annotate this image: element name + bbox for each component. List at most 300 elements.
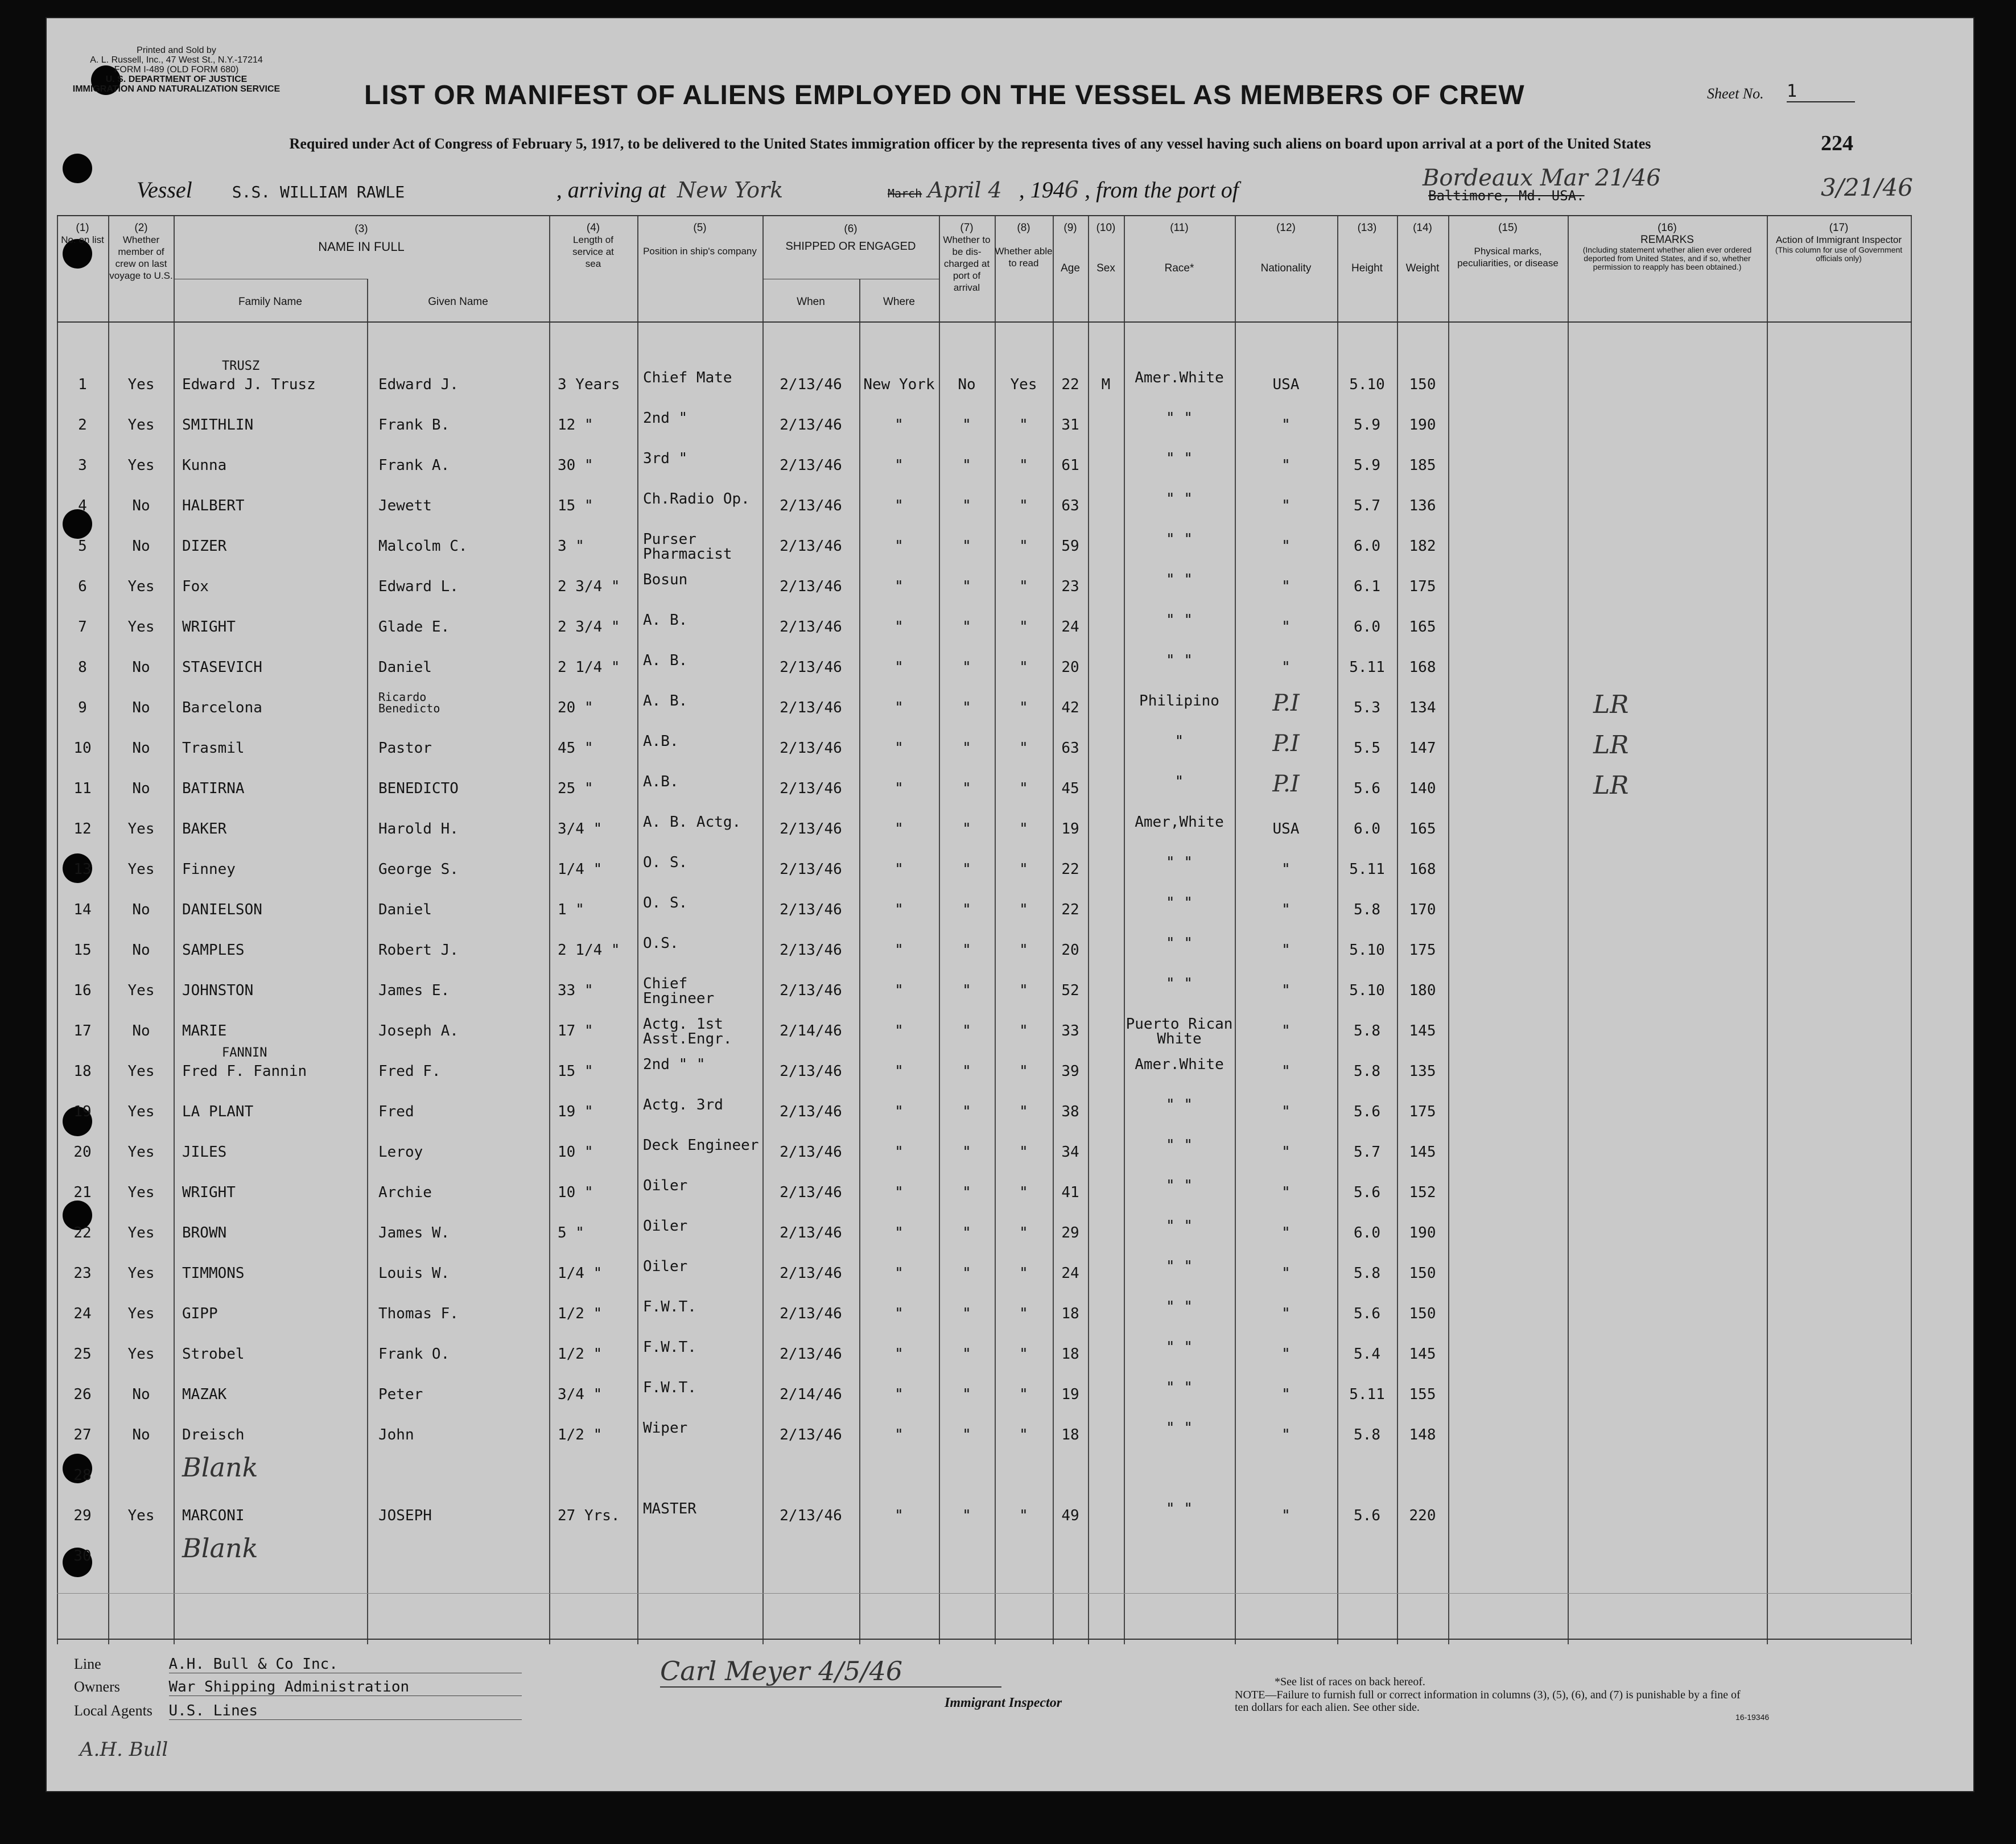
shipped-when: 2/13/46 (780, 1224, 842, 1241)
discharged: " (962, 1144, 971, 1161)
remarks: LR (1593, 771, 1629, 800)
given-name: Daniel (378, 901, 432, 918)
height: 5.8 (1354, 1063, 1380, 1080)
race: " " (1166, 450, 1193, 467)
row-number: 6 (78, 578, 87, 595)
crew-last-voyage: Yes (127, 1305, 155, 1322)
vessel-name: S.S. WILLIAM RAWLE (232, 183, 405, 201)
shipped-where: " (894, 901, 904, 918)
able-to-read: " (1019, 1386, 1028, 1403)
nationality: " (1281, 538, 1291, 555)
family-name: Barcelona (182, 699, 262, 716)
position: F.W.T. (643, 1298, 696, 1315)
form-code: 16-19346 (1735, 1713, 1770, 1722)
shipped-when: 2/13/46 (780, 376, 842, 393)
nationality: P.I (1272, 731, 1300, 757)
col-header-remarks: (16) REMARKS (Including statement whether alien ever ordered deported from United States, and if so, whether permission to reapply has been obtained.) (1582, 222, 1752, 271)
age: 22 (1061, 901, 1079, 918)
position: Oiler (643, 1218, 688, 1235)
row-number: 29 (73, 1507, 92, 1524)
length-of-service: 10 " (558, 1144, 593, 1161)
given-name: Harold H. (378, 820, 459, 838)
length-of-service: 1/4 " (558, 1265, 603, 1282)
position: 2nd " " (643, 1056, 706, 1073)
height: 5.3 (1354, 699, 1380, 716)
discharged: " (962, 1022, 971, 1039)
crew-last-voyage: Yes (127, 1103, 155, 1120)
owners-label: Owners (74, 1678, 120, 1695)
discharged: " (962, 982, 971, 999)
age: 34 (1061, 1144, 1079, 1161)
given-name: Pastor (378, 740, 432, 757)
table-row (57, 892, 1911, 933)
discharged: " (962, 1063, 971, 1080)
able-to-read: " (1019, 1265, 1028, 1282)
shipped-where: " (894, 1063, 904, 1080)
page-title: LIST OR MANIFEST OF ALIENS EMPLOYED ON THE VESSEL AS MEMBERS OF CREW (364, 80, 1525, 110)
family-name: TIMMONS (182, 1265, 245, 1282)
family-name: Fox (182, 578, 209, 595)
sex: M (1101, 376, 1111, 393)
table-row (57, 529, 1911, 569)
nationality: " (1281, 942, 1291, 959)
family-name: Trasmil (182, 740, 245, 757)
height: 5.6 (1354, 1305, 1380, 1322)
nationality: " (1281, 578, 1291, 595)
length-of-service: 2 1/4 " (558, 942, 620, 959)
race: " " (1166, 975, 1193, 992)
discharged: " (962, 861, 971, 878)
shipped-when: 2/13/46 (780, 740, 842, 757)
age: 39 (1061, 1063, 1079, 1080)
race: " " (1166, 1339, 1193, 1356)
sheet-label: Sheet No. (1707, 85, 1764, 102)
shipped-where: " (894, 1103, 904, 1120)
length-of-service: 3/4 " (558, 820, 603, 838)
age: 24 (1061, 618, 1079, 636)
weight: 190 (1409, 1224, 1436, 1241)
agents-label: Local Agents (74, 1702, 152, 1719)
given-name: Frank B. (378, 416, 450, 434)
position: Chief Engineer (643, 975, 715, 1007)
discharged: " (962, 1305, 971, 1322)
weight: 175 (1409, 578, 1436, 595)
shipped-where: " (894, 820, 904, 838)
nationality: " (1281, 659, 1291, 676)
nationality: " (1281, 1103, 1291, 1120)
height: 5.11 (1349, 1386, 1385, 1403)
table-row (57, 771, 1911, 811)
nationality: " (1281, 901, 1291, 918)
given-name: Edward L. (378, 578, 459, 595)
family-name: DIZER (182, 538, 227, 555)
discharged: " (962, 497, 971, 514)
footer-agents (74, 1702, 522, 1720)
race: Amer.White (1135, 1056, 1224, 1073)
position: O.S. (643, 935, 679, 952)
age: 20 (1061, 659, 1079, 676)
given-name: George S. (378, 861, 459, 878)
age: 22 (1061, 861, 1079, 878)
given-name: James E. (378, 982, 450, 999)
crew-last-voyage: Yes (127, 1265, 155, 1282)
length-of-service: 1/2 " (558, 1426, 603, 1443)
height: 5.6 (1354, 1103, 1380, 1120)
height: 5.7 (1354, 1144, 1380, 1161)
shipped-where: " (894, 1507, 904, 1524)
nationality: USA (1272, 376, 1300, 393)
given-name: JOSEPH (378, 1507, 432, 1524)
shipped-where: " (894, 1305, 904, 1322)
given-name: Thomas F. (378, 1305, 459, 1322)
discharged: " (962, 901, 971, 918)
table-row (57, 811, 1911, 852)
family-name: MARCONI (182, 1507, 245, 1524)
crew-last-voyage: Yes (127, 1144, 155, 1161)
nationality: " (1281, 497, 1291, 514)
discharged: " (962, 618, 971, 636)
table-row (57, 448, 1911, 488)
agent-signature: A.H. Bull (80, 1738, 168, 1761)
weight: 135 (1409, 1063, 1436, 1080)
family-name: SMITHLIN (182, 416, 254, 434)
discharged: " (962, 457, 971, 474)
race: " " (1166, 1177, 1193, 1194)
nationality: " (1281, 1224, 1291, 1241)
table-row (57, 1175, 1911, 1215)
weight: 145 (1409, 1144, 1436, 1161)
printer-line: FORM I-489 (OLD FORM 680) (114, 65, 239, 75)
row-number: 22 (73, 1224, 92, 1241)
nationality: " (1281, 618, 1291, 636)
position: A. B. Actg. (643, 814, 741, 831)
race: " " (1166, 894, 1193, 911)
row-number: 16 (73, 982, 92, 999)
length-of-service: 10 " (558, 1184, 593, 1201)
weight: 182 (1409, 538, 1436, 555)
height: 5.6 (1354, 1507, 1380, 1524)
family-name: HALBERT (182, 497, 245, 514)
race: " " (1166, 652, 1193, 669)
crew-table (57, 215, 1912, 1644)
crew-last-voyage: Yes (127, 1346, 155, 1363)
footer-owners (74, 1678, 522, 1696)
position: 3rd " (643, 450, 688, 467)
height: 5.11 (1349, 659, 1385, 676)
length-of-service: 15 " (558, 1063, 593, 1080)
crew-last-voyage: No (132, 497, 150, 514)
shipped-when: 2/13/46 (780, 901, 842, 918)
weight: 165 (1409, 820, 1436, 838)
printer-line: U. S. DEPARTMENT OF JUSTICE (105, 75, 248, 84)
height: 5.5 (1354, 740, 1380, 757)
crew-last-voyage: Yes (127, 1224, 155, 1241)
table-row (57, 1046, 1911, 1094)
able-to-read: " (1019, 659, 1028, 676)
row-number: 20 (73, 1144, 92, 1161)
given-name: James W. (378, 1224, 450, 1241)
length-of-service: 25 " (558, 780, 593, 797)
shipped-where: " (894, 578, 904, 595)
weight: 180 (1409, 982, 1436, 999)
from-port: Baltimore, Md. USA. (1428, 188, 1585, 204)
given-name: John (378, 1426, 414, 1443)
shipped-when: 2/13/46 (780, 1184, 842, 1201)
nationality: " (1281, 861, 1291, 878)
able-to-read: " (1019, 861, 1028, 878)
age: 59 (1061, 538, 1079, 555)
family-name: BAKER (182, 820, 227, 838)
row-number: 27 (73, 1426, 92, 1443)
weight: 150 (1409, 376, 1436, 393)
crew-last-voyage: No (132, 1022, 150, 1039)
weight: 147 (1409, 740, 1436, 757)
discharged: " (962, 1265, 971, 1282)
length-of-service: 3 Years (558, 376, 620, 393)
family-name: WRIGHT (182, 1184, 236, 1201)
col-header-where: Where (883, 296, 915, 308)
races-note: *See list of races on back hereof. (1275, 1676, 1425, 1688)
able-to-read: " (1019, 1144, 1028, 1161)
length-of-service: 33 " (558, 982, 593, 999)
height: 5.9 (1354, 457, 1380, 474)
able-to-read: " (1019, 618, 1028, 636)
able-to-read: " (1019, 901, 1028, 918)
crew-last-voyage: No (132, 538, 150, 555)
age: 33 (1061, 1022, 1079, 1039)
height: 6.0 (1354, 538, 1380, 555)
row-number: 13 (73, 861, 92, 878)
col-header-physical: (15) Physical marks, peculiarities, or disease (1457, 222, 1559, 269)
race: " " (1166, 1420, 1193, 1437)
position: Chief Mate (643, 369, 732, 386)
shipped-where: " (894, 618, 904, 636)
family-name: Strobel (182, 1346, 245, 1363)
discharged: " (962, 1507, 971, 1524)
discharged: " (962, 1224, 971, 1241)
length-of-service: 1/2 " (558, 1346, 603, 1363)
row-number: 18 (73, 1063, 92, 1080)
weight: 145 (1409, 1346, 1436, 1363)
shipped-when: 2/13/46 (780, 1144, 842, 1161)
family-name: BATIRNA (182, 780, 245, 797)
nationality: " (1281, 457, 1291, 474)
family-name: MARIE (182, 1022, 227, 1039)
position: A. B. (643, 692, 688, 709)
shipped-when: 2/13/46 (780, 1507, 842, 1524)
able-to-read: " (1019, 457, 1028, 474)
able-to-read: " (1019, 1507, 1028, 1524)
crew-last-voyage: No (132, 1426, 150, 1443)
printer-line: Printed and Sold by (137, 46, 216, 55)
weight: 175 (1409, 942, 1436, 959)
sheet-number: 1 (1787, 81, 1855, 102)
family-name: SAMPLES (182, 942, 245, 959)
weight: 220 (1409, 1507, 1436, 1524)
footer-line (74, 1656, 522, 1673)
weight: 155 (1409, 1386, 1436, 1403)
shipped-where: " (894, 1224, 904, 1241)
discharged: " (962, 1386, 971, 1403)
table-row (57, 1377, 1911, 1417)
shipped-when: 2/13/46 (780, 982, 842, 999)
nationality: P.I (1272, 690, 1300, 716)
col-header-height: (13) Height (1351, 222, 1383, 274)
shipped-when: 2/13/46 (780, 699, 842, 716)
able-to-read: " (1019, 416, 1028, 434)
arriving-port: New York (677, 178, 784, 203)
shipped-where: " (894, 1386, 904, 1403)
family-name: MAZAK (182, 1386, 227, 1403)
race: " " (1166, 1258, 1193, 1275)
row-number: 7 (78, 618, 87, 636)
nationality: " (1281, 982, 1291, 999)
col-header-inspector-action: (17) Action of Immigrant Inspector (This column for use of Government officials only) (1775, 222, 1903, 263)
crew-last-voyage: Yes (127, 1063, 155, 1080)
length-of-service: 27 Yrs. (558, 1507, 620, 1524)
age: 61 (1061, 457, 1079, 474)
height: 5.8 (1354, 901, 1380, 918)
race: " (1174, 733, 1184, 750)
shipped-when: 2/13/46 (780, 538, 842, 555)
height: 5.6 (1354, 780, 1380, 797)
weight: 175 (1409, 1103, 1436, 1120)
vessel-line (137, 176, 1239, 203)
shipped-when: 2/13/46 (780, 1346, 842, 1363)
nationality: " (1281, 1507, 1291, 1524)
row-number: 10 (73, 740, 92, 757)
row-number: 21 (73, 1184, 92, 1201)
weight: 190 (1409, 416, 1436, 434)
race: " " (1166, 1096, 1193, 1113)
age: 31 (1061, 416, 1079, 434)
row-number: 15 (73, 942, 92, 959)
length-of-service: 12 " (558, 416, 593, 434)
row-number: 30 (73, 1548, 92, 1565)
able-to-read: " (1019, 497, 1028, 514)
shipped-where: " (894, 1346, 904, 1363)
age: 49 (1061, 1507, 1079, 1524)
row-number: 1 (78, 376, 87, 393)
inspector-label: Immigrant Inspector (945, 1696, 1062, 1710)
shipped-where: " (894, 497, 904, 514)
vessel-label: Vessel (137, 177, 192, 203)
shipped-when: 2/13/46 (780, 457, 842, 474)
crew-last-voyage: No (132, 901, 150, 918)
discharged: " (962, 740, 971, 757)
row-number: 26 (73, 1386, 92, 1403)
given-name: Peter (378, 1386, 423, 1403)
race: Amer.White (1135, 369, 1224, 386)
col-header-family-name: Family Name (238, 296, 302, 308)
age: 63 (1061, 740, 1079, 757)
crew-last-voyage: Yes (127, 618, 155, 636)
col-header-position: (5) Position in ship's company (643, 222, 757, 257)
height: 5.8 (1354, 1022, 1380, 1039)
race: " " (1166, 1298, 1193, 1315)
length-of-service: 2 3/4 " (558, 618, 620, 636)
line-label: Line (74, 1656, 101, 1672)
shipped-when: 2/13/46 (780, 578, 842, 595)
row-number: 19 (73, 1103, 92, 1120)
able-to-read: " (1019, 578, 1028, 595)
shipped-when: 2/13/46 (780, 942, 842, 959)
position: A. B. (643, 612, 688, 629)
age: 29 (1061, 1224, 1079, 1241)
age: 41 (1061, 1184, 1079, 1201)
row-number: 28 (73, 1467, 92, 1484)
table-row (57, 1256, 1911, 1296)
shipped-where: " (894, 1426, 904, 1443)
printer-imprint (63, 46, 290, 94)
height: 5.6 (1354, 1184, 1380, 1201)
discharged: " (962, 1103, 971, 1120)
position: Wiper (643, 1420, 688, 1437)
table-row (57, 690, 1911, 731)
discharged: " (962, 1184, 971, 1201)
nationality: " (1281, 1346, 1291, 1363)
given-name: Frank O. (378, 1346, 450, 1363)
height: 5.8 (1354, 1265, 1380, 1282)
col-header-crew: (2) Whether member of crew on last voyage to U.S. (109, 222, 173, 281)
able-to-read: " (1019, 1022, 1028, 1039)
arrival-date: April 4 (927, 178, 1002, 203)
table-row (57, 407, 1911, 448)
discharged: " (962, 538, 971, 555)
length-of-service: 1/2 " (558, 1305, 603, 1322)
col-header-given-name: Given Name (428, 296, 488, 308)
position: Actg. 3rd (643, 1096, 723, 1113)
nationality: " (1281, 1426, 1291, 1443)
remarks: LR (1593, 690, 1629, 719)
col-header-race: (11) Race* (1164, 222, 1194, 274)
row-number: 25 (73, 1346, 92, 1363)
crew-last-voyage: No (132, 1386, 150, 1403)
length-of-service: 3 " (558, 538, 584, 555)
year-suffix: 6 (1064, 177, 1079, 203)
position: Oiler (643, 1177, 688, 1194)
discharged: " (962, 699, 971, 716)
age: 18 (1061, 1426, 1079, 1443)
weight: 140 (1409, 780, 1436, 797)
given-name: Malcolm C. (378, 538, 468, 555)
age: 20 (1061, 942, 1079, 959)
shipped-where: " (894, 1144, 904, 1161)
col-header-age: (9) Age (1061, 222, 1080, 274)
age: 45 (1061, 780, 1079, 797)
height: 6.0 (1354, 820, 1380, 838)
race: " " (1166, 1218, 1193, 1235)
shipped-when: 2/13/46 (780, 1265, 842, 1282)
shipped-where: " (894, 659, 904, 676)
weight: 148 (1409, 1426, 1436, 1443)
owners-value: War Shipping Administration (169, 1678, 522, 1696)
family-name: Kunna (182, 457, 227, 474)
nationality: " (1281, 416, 1291, 434)
shipped-where: " (894, 780, 904, 797)
shipped-when: 2/13/46 (780, 416, 842, 434)
race: " (1174, 773, 1184, 790)
age: 18 (1061, 1346, 1079, 1363)
position: Oiler (643, 1258, 688, 1275)
height: 5.10 (1349, 982, 1385, 999)
race: " " (1166, 854, 1193, 871)
col-header-when: When (797, 296, 825, 308)
family-name: LA PLANT (182, 1103, 254, 1120)
position: A.B. (643, 733, 679, 750)
height: 5.11 (1349, 861, 1385, 878)
discharged: " (962, 780, 971, 797)
